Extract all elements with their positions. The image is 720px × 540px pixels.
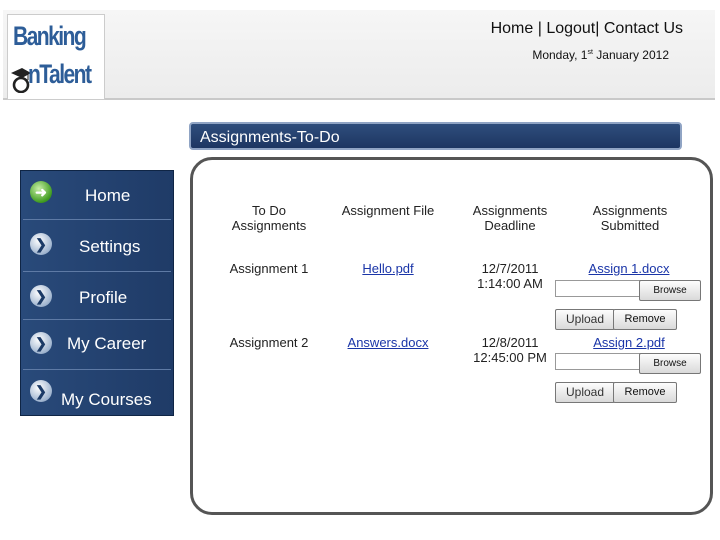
sidebar-item-label: Settings bbox=[79, 237, 141, 256]
assignment-name: Assignment 2 bbox=[229, 335, 309, 350]
submitted-file-link[interactable]: Assign 1.docx bbox=[588, 261, 670, 276]
divider bbox=[23, 271, 171, 272]
top-links bbox=[491, 20, 683, 38]
link-separator: | bbox=[537, 20, 542, 37]
sidebar-item-label: Home bbox=[85, 186, 131, 205]
sidebar-item-settings[interactable] bbox=[21, 227, 173, 267]
column-header-deadline: Assignments Deadline bbox=[472, 203, 548, 233]
chevron-right-icon: ❯ bbox=[30, 233, 52, 255]
divider bbox=[23, 319, 171, 320]
sidebar-item-label: My Courses bbox=[61, 390, 152, 409]
sidebar-item-my-career[interactable] bbox=[21, 326, 173, 366]
sidebar-item-label: Profile bbox=[79, 288, 128, 307]
divider bbox=[23, 369, 171, 370]
assignment-name: Assignment 1 bbox=[229, 261, 309, 276]
chevron-right-icon: ❯ bbox=[30, 285, 52, 307]
current-date bbox=[532, 48, 669, 62]
link-separator: | bbox=[595, 20, 600, 37]
logout-link[interactable]: Logout bbox=[546, 20, 596, 37]
assignments-panel bbox=[190, 157, 713, 515]
sidebar-item-label: My Career bbox=[67, 334, 147, 353]
assignment-file-link[interactable]: Hello.pdf bbox=[362, 261, 414, 276]
browse-button[interactable]: Browse bbox=[639, 280, 701, 301]
assignment-file-link[interactable]: Answers.docx bbox=[347, 335, 429, 350]
arrow-right-icon: ➜ bbox=[30, 181, 52, 203]
logo-text-line2: nTalent bbox=[28, 59, 91, 89]
contact-us-link[interactable]: Contact Us bbox=[603, 20, 683, 37]
remove-button[interactable]: Remove bbox=[613, 382, 677, 403]
assignment-deadline: 12/8/2011 12:45:00 PM bbox=[473, 335, 547, 365]
header-bar bbox=[3, 10, 715, 100]
column-header-todo: To Do Assignments bbox=[231, 203, 307, 233]
chevron-right-icon: ❯ bbox=[30, 332, 52, 354]
column-header-file: Assignment File bbox=[341, 203, 435, 218]
column-header-submitted: Assignments Submitted bbox=[592, 203, 668, 233]
chevron-right-icon: ❯ bbox=[30, 380, 52, 402]
sidebar-item-my-courses[interactable] bbox=[21, 374, 173, 414]
banking-on-talent-logo[interactable] bbox=[7, 14, 105, 100]
date-ordinal: st bbox=[587, 49, 593, 56]
page-title: Assignments-To-Do bbox=[189, 122, 682, 150]
browse-button[interactable]: Browse bbox=[639, 353, 701, 374]
upload-button[interactable]: Upload bbox=[555, 309, 615, 330]
logo-text-line1: Banking bbox=[13, 21, 86, 51]
sidebar-item-home[interactable] bbox=[21, 175, 173, 215]
remove-button[interactable]: Remove bbox=[613, 309, 677, 330]
submitted-file-link[interactable]: Assign 2.pdf bbox=[593, 335, 665, 350]
upload-button[interactable]: Upload bbox=[555, 382, 615, 403]
assignment-deadline: 12/7/2011 1:14:00 AM bbox=[477, 261, 543, 291]
date-prefix: Monday, 1 bbox=[532, 48, 588, 62]
divider bbox=[23, 219, 171, 220]
sidebar-item-profile[interactable] bbox=[21, 279, 173, 319]
home-link[interactable]: Home bbox=[490, 20, 534, 37]
sidebar-nav bbox=[20, 170, 174, 416]
date-suffix: January 2012 bbox=[592, 48, 669, 62]
